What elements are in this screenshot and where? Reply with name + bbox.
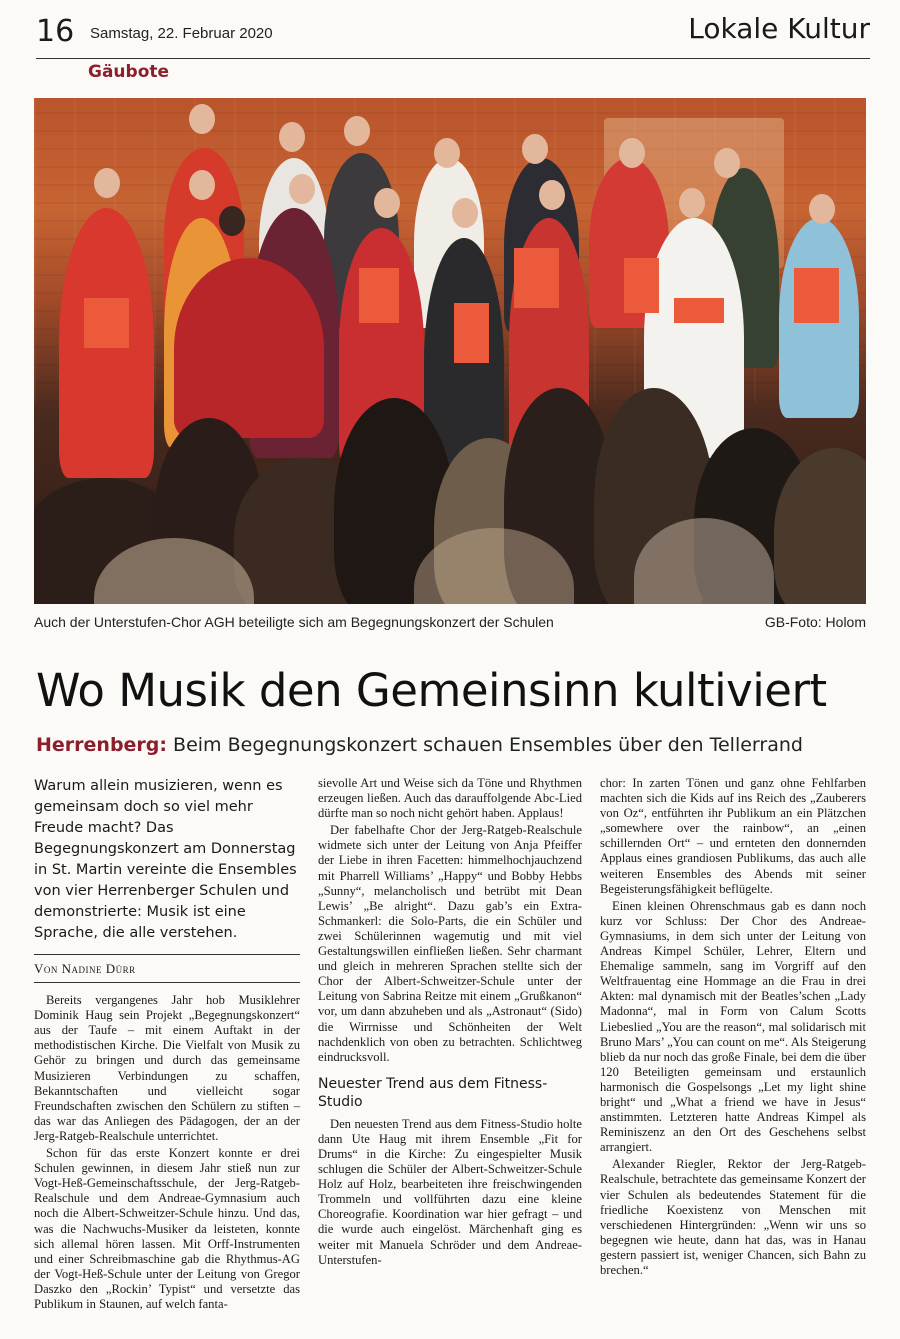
singer-head bbox=[679, 188, 705, 218]
singer-head bbox=[189, 170, 215, 200]
choir-photo bbox=[34, 98, 866, 604]
singer-head bbox=[434, 138, 460, 168]
paragraph: Einen kleinen Ohrenschmaus gab es dann noch kurz vor Schluss: Der Chor des Andreae-Gymnasiums, in dem sich unter der Leitung von Andreas Kimpel Schüler, Lehrer, Eltern und Ehemalige sammeln, sang im Vorgriff auf den Weltfrauentag eine Hommage an die Frau in drei Akten: mal dynamisch mit der Beatles’schen „Lady Madonna“, mal in Form von Calum Scotts Liebeslied „You are the reason“, mal solidarisch mit Bruno Mars’ „You can count on me“. Als Steigerung blieb da nur noch das große Finale, bei dem die über 120 Beteiligten gemeinsam und erstaunlich harmonisch die Gospelsongs „Let my light shine bright“ und „What a friend we have in Jesus“ anstimmten. Letzteren hatte Andreas Kimpel als Reminiszenz an den Ort des Geschehens selbst arrangiert. bbox=[600, 898, 866, 1155]
article-headline: Wo Musik den Gemeinsinn kultiviert bbox=[36, 664, 827, 717]
article-subhead bbox=[36, 734, 876, 756]
singer-head bbox=[289, 174, 315, 204]
page-header bbox=[0, 0, 900, 92]
singer-head bbox=[452, 198, 478, 228]
music-folder bbox=[84, 298, 129, 348]
paragraph: Schon für das erste Konzert konnte er drei Schulen gewinnen, in diesem Jahr stieß nun zur Vogt-Heß-Gemeinschaftsschule, der Jerg-Ratgeb-Realschule und dem Andreae-Gymnasium auch noch die Albert-Schweitzer-Schule hinzu. Und das, was die Nachwuchs-Musiker da leisteten, konnte sich allemal hören lassen. Mit Orff-Instrumenten und einer Schreibmaschine gab die Rhythmus-AG der Vogt-Heß-Schule unter der Leitung von Gregor Daszko den „Rockin’ Typist“ und versetzte das Publikum in Staunen, auf welch fanta- bbox=[34, 1146, 300, 1311]
singer-head bbox=[809, 194, 835, 224]
singer-head bbox=[619, 138, 645, 168]
page-number: 16 bbox=[36, 14, 75, 49]
subhead-text: Beim Begegnungskonzert schauen Ensembles über den Tellerrand bbox=[167, 734, 803, 756]
singer-head bbox=[539, 180, 565, 210]
music-folder bbox=[674, 298, 724, 323]
section-title: Lokale Kultur bbox=[688, 12, 870, 45]
conductor bbox=[174, 258, 324, 438]
singer-head bbox=[714, 148, 740, 178]
singer-head bbox=[374, 188, 400, 218]
music-folder bbox=[794, 268, 839, 323]
issue-date: Samstag, 22. Februar 2020 bbox=[90, 25, 273, 42]
article-subtitle: Neuester Trend aus dem Fitness-Studio bbox=[318, 1075, 548, 1110]
paragraph: Bereits vergangenes Jahr hob Musiklehrer Dominik Haug sein Projekt „Begegnungskonzert“ aus der Taufe – mit einem Auftakt in der methodistischen Kirche. Die Vielfalt von Musik zu Gehör zu bringen und durch das gemeinsame Musizieren Verbindungen zu schaffen, Bekanntschaften und vielleicht sogar Freundschaften zwischen den Schülern zu stiften – das war das Anliegen des Pädagogen, der an der Jerg-Ratgeb-Realschule unterrichtet. bbox=[34, 993, 300, 1143]
paragraph: sievolle Art und Weise sich da Töne und Rhythmen erzeugen ließen. Auch das darauffolgende Abc-Lied dürfte man so noch nicht gehört haben. Applaus! bbox=[318, 776, 582, 821]
article-intro: Warum allein musizieren, wenn es gemeinsam doch so viel mehr Freude macht? Das Begegnungskonzert am Donnerstag in St. Martin vereinte die Ensembles von vier Herrenberger Schulen und demonstrierte: Musik ist eine Sprache, die alle verstehen. bbox=[34, 778, 297, 941]
author-byline: Von Nadine Dürr bbox=[34, 954, 300, 983]
photo-caption bbox=[34, 614, 866, 630]
music-folder bbox=[624, 258, 659, 313]
article-column-3 bbox=[600, 776, 866, 1278]
caption-text: Auch der Unterstufen-Chor AGH beteiligte sich am Begegnungskonzert der Schulen bbox=[34, 614, 554, 630]
music-folder bbox=[514, 248, 559, 308]
singer-head bbox=[522, 134, 548, 164]
paragraph: Der fabelhafte Chor der Jerg-Ratgeb-Realschule widmete sich unter der Leitung von Anja Pfeiffer der Liebe in ihren Facetten: himmelhochjauchzend mit Pharrell Williams’ „Happy“ und Bobby Hebbs „Sunny“, melancholisch und betrübt mit Dean Lewis’ „Be alright“. Dazu gab’s ein Extra-Schmankerl: die Solo-Parts, die ein Schüler und zwei Schülerinnen wagemutig und mit viel Gestaltungswillen einfließen ließen. Sehr charmant und gleich in mehreren Sprachen stellte sich der Chor der Albert-Schweitzer-Schule unter der Leitung von Sabrina Reitze mit einem „Grußkanon“ vor, um dann abzuheben und als „Astronaut“ (Sido) die Wirrnisse und Schönheiten der Welt nachdenklich von oben zu betrachten. Schlichtweg eindrucksvoll. bbox=[318, 823, 582, 1064]
photo-credit: GB-Foto: Holom bbox=[764, 614, 866, 630]
article-column-2 bbox=[318, 776, 582, 1268]
newspaper-brand: Gäubote bbox=[88, 62, 170, 82]
conductor-head bbox=[219, 206, 245, 236]
music-folder bbox=[454, 303, 489, 363]
music-folder bbox=[359, 268, 399, 323]
singer-head bbox=[279, 122, 305, 152]
paragraph: chor: In zarten Tönen und ganz ohne Fehlfarben machten sich die Kids auf ins Reich des „Zauberers von Oz“, entführten ihr Publikum an ein Plätzchen „somewhere over the rainbow“, an „einen schillernden Ort“ – und ernteten den donnernden Applaus eines grandiosen Publikums, das auch alle weiteren Ensembles des Abends mit seiner Begeisterungsfähigkeit beflügelte. bbox=[600, 776, 866, 896]
singer-head bbox=[94, 168, 120, 198]
article-column-1 bbox=[34, 776, 300, 1312]
header-rule bbox=[36, 58, 870, 59]
singer-head bbox=[189, 104, 215, 134]
paragraph: Alexander Riegler, Rektor der Jerg-Ratgeb-Realschule, betrachtete das gemeinsame Konzert der vier Schulen als bedeutendes Statement für die friedliche Koexistenz von Menschen mit verschiedenen Hintergründen: „Wenn wir uns so begegnen wie heute, dann hat das, was in Hanau gestern passiert ist, weniger Chancen, sich Bahn zu brechen.“ bbox=[600, 1157, 866, 1277]
paragraph: Den neuesten Trend aus dem Fitness-Studio holte dann Ute Haug mit ihrem Ensemble „Fit for Drums“ in die Kirche: Zu eingespielter Musik schlugen die Schüler der Albert-Schweitzer-Schule Holz auf Holz, bearbeiteten ihre freischwingenden Trommeln und vollführten dazu eine kleine Choreografie. Koordination war hier gefragt – und die wurde auch eingelöst. Märchenhaft ging es weiter mit Manuela Schröder und dem Andreae-Unterstufen- bbox=[318, 1116, 582, 1267]
singer-head bbox=[344, 116, 370, 146]
subhead-place: Herrenberg: bbox=[36, 734, 167, 756]
